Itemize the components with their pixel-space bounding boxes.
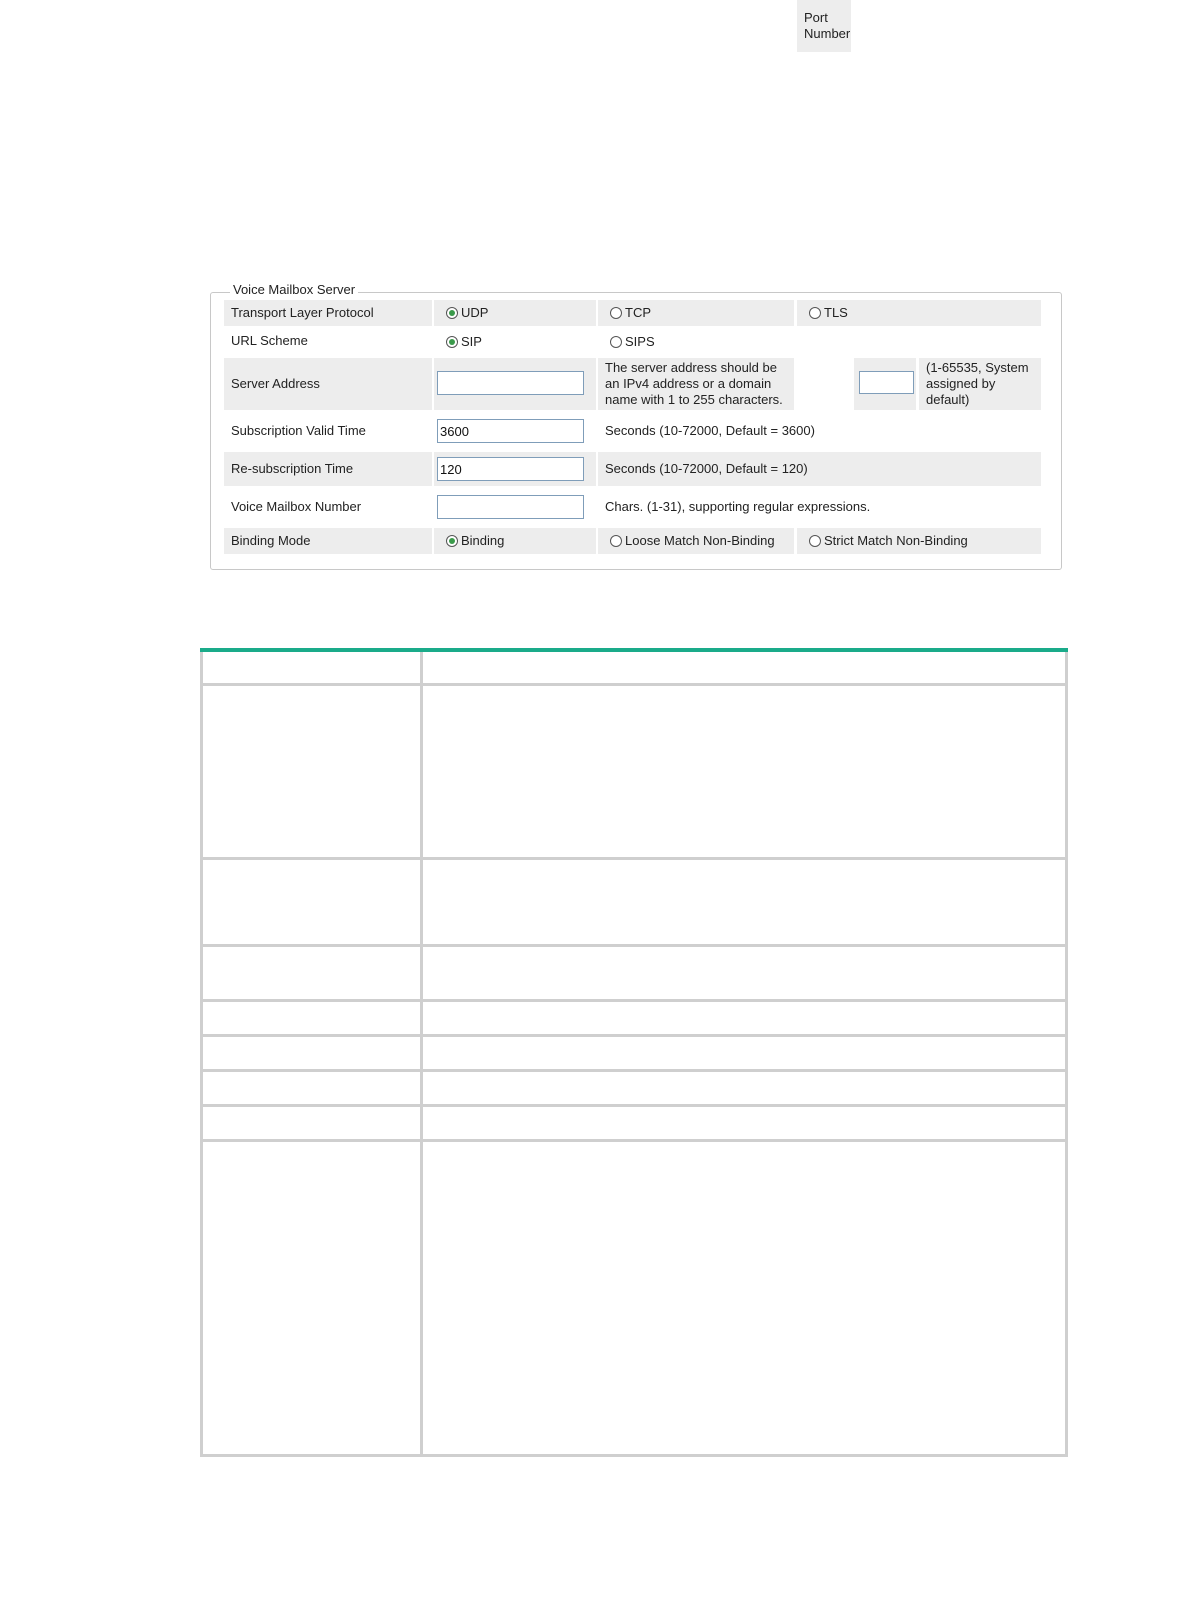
- binding-mode-option-label: Strict Match Non-Binding: [824, 533, 968, 548]
- server-address-input[interactable]: [437, 371, 584, 395]
- transport-option-udp[interactable]: [434, 300, 596, 326]
- transport-option-label: TLS: [824, 305, 848, 320]
- port-number-hint-line: assigned by: [926, 376, 996, 391]
- server-address-hint-line: The server address should be: [605, 360, 777, 375]
- url-scheme-option-label: SIPS: [625, 334, 655, 349]
- radio-unchecked-icon[interactable]: [809, 307, 821, 319]
- server-address-hint-line: an IPv4 address or a domain: [605, 376, 772, 391]
- binding-mode-option-label: Loose Match Non-Binding: [625, 533, 775, 548]
- radio-unchecked-icon[interactable]: [610, 336, 622, 348]
- table-row-divider: [203, 1104, 1065, 1107]
- port-number-hint-line: (1-65535, System: [926, 360, 1029, 375]
- binding-mode-option-strict[interactable]: [797, 528, 1041, 554]
- table-column-divider: [420, 652, 423, 1454]
- fieldset-legend: Voice Mailbox Server: [230, 282, 358, 298]
- server-address-hint-line: name with 1 to 255 characters.: [605, 392, 783, 407]
- voice-mailbox-number-hint: Chars. (1-31), supporting regular expressions.: [605, 499, 871, 514]
- table-row-divider: [203, 999, 1065, 1002]
- table-row-divider: [203, 1069, 1065, 1072]
- radio-checked-icon[interactable]: [446, 535, 458, 547]
- binding-mode-label: Binding Mode: [224, 528, 432, 554]
- resubscription-time-label: Re-subscription Time: [224, 452, 432, 486]
- table-row-divider: [203, 1034, 1065, 1037]
- transport-option-tcp[interactable]: [598, 300, 794, 326]
- url-scheme-option-sip[interactable]: [434, 328, 596, 356]
- port-number-input[interactable]: [859, 371, 914, 394]
- radio-unchecked-icon[interactable]: [610, 535, 622, 547]
- binding-mode-option-binding[interactable]: [434, 528, 596, 554]
- table-row-divider: [203, 857, 1065, 860]
- resubscription-time-input[interactable]: [437, 457, 584, 481]
- subscription-valid-time-hint: Seconds (10-72000, Default = 3600): [605, 423, 815, 438]
- binding-mode-option-label: Binding: [461, 533, 505, 548]
- transport-option-tls[interactable]: [797, 300, 1041, 326]
- url-scheme-label: URL Scheme: [231, 333, 308, 348]
- table-row-divider: [203, 683, 1065, 686]
- radio-unchecked-icon[interactable]: [809, 535, 821, 547]
- table-row-divider: [203, 944, 1065, 947]
- port-number-hint-line: default): [926, 392, 970, 407]
- radio-checked-icon[interactable]: [446, 336, 458, 348]
- voice-mailbox-number-input[interactable]: [437, 495, 584, 519]
- binding-mode-option-loose[interactable]: [598, 528, 794, 554]
- port-number-label: [797, 0, 851, 52]
- subscription-valid-time-input[interactable]: [437, 419, 584, 443]
- transport-option-label: UDP: [461, 305, 489, 320]
- url-scheme-option-label: SIP: [461, 334, 482, 349]
- url-scheme-option-sips[interactable]: [598, 328, 794, 356]
- resubscription-time-hint: Seconds (10-72000, Default = 120): [598, 452, 1041, 486]
- port-number-hint: [919, 358, 1041, 410]
- server-address-hint: [598, 358, 794, 410]
- subscription-valid-time-label: Subscription Valid Time: [231, 423, 366, 438]
- description-table: [200, 652, 1068, 1457]
- server-address-label: Server Address: [224, 358, 432, 410]
- port-number-label-line: Number: [804, 26, 851, 41]
- table-row-divider: [203, 1139, 1065, 1142]
- voice-mailbox-number-label: Voice Mailbox Number: [231, 499, 362, 514]
- port-number-label-line: Port: [804, 10, 828, 25]
- radio-unchecked-icon[interactable]: [610, 307, 622, 319]
- transport-label: Transport Layer Protocol: [224, 300, 432, 326]
- radio-checked-icon[interactable]: [446, 307, 458, 319]
- transport-option-label: TCP: [625, 305, 651, 320]
